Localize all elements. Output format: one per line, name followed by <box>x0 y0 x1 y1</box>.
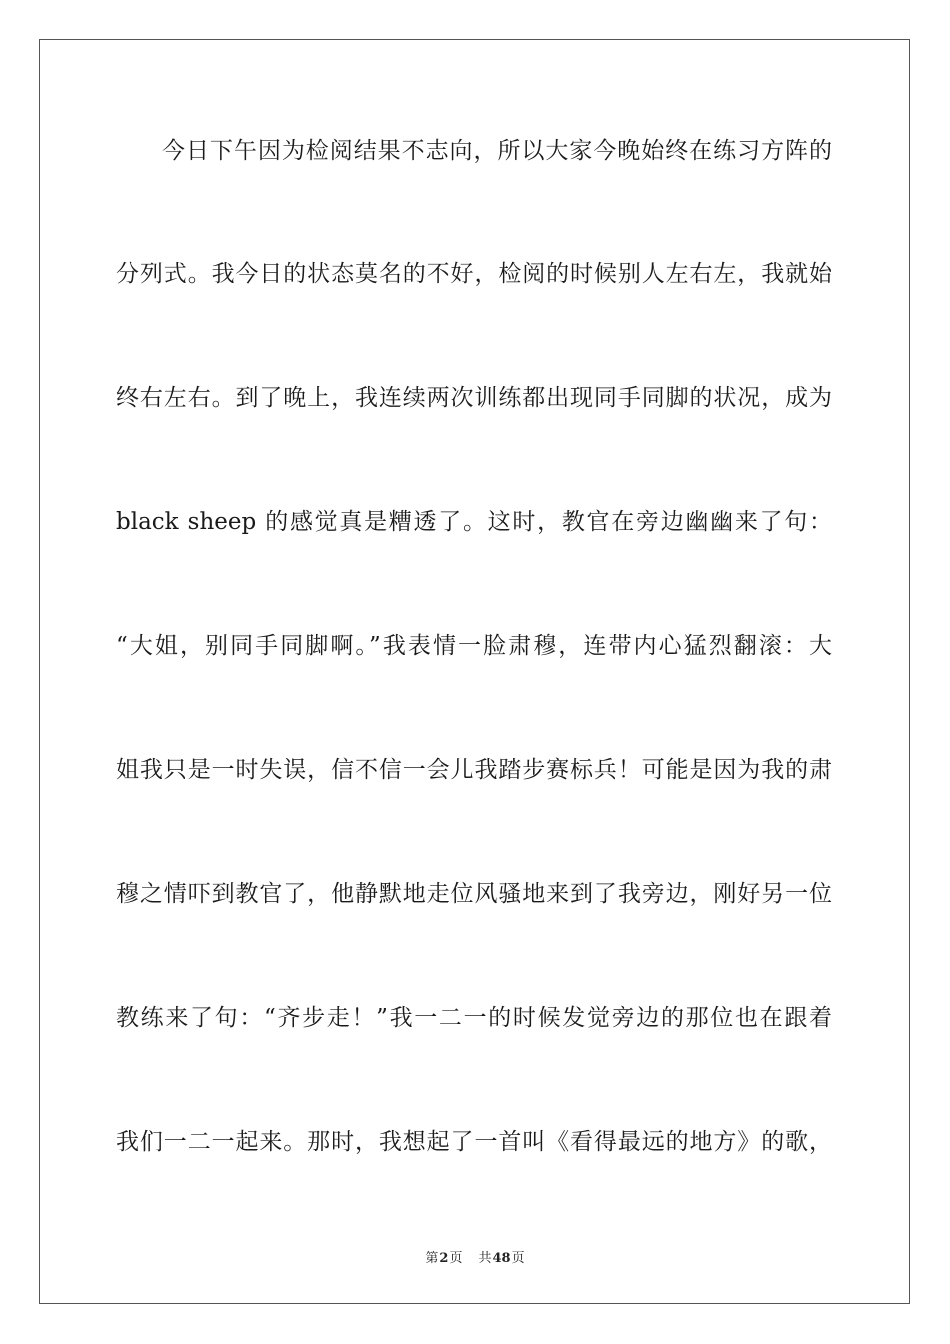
page-number: 2 <box>439 1251 449 1266</box>
paragraph-line: 教练来了句：“齐步走！”我一二一的时候发觉旁边的那位也在跟着 <box>116 1005 832 1031</box>
paragraph-line: 今日下午因为检阅结果不志向，所以大家今晚始终在练习方阵的 <box>162 138 832 164</box>
paragraph-line: 终右左右。到了晚上，我连续两次训练都出现同手同脚的状况，成为 <box>116 385 832 411</box>
paragraph-line: “大姐，别同手同脚啊。”我表情一脸肃穆，连带内心猛烈翻滚：大 <box>116 633 832 659</box>
page-prefix: 第 <box>425 1251 439 1266</box>
paragraph-line: 姐我只是一时失误，信不信一会儿我踏步赛标兵！可能是因为我的肃 <box>116 757 832 783</box>
page-footer <box>0 1247 950 1266</box>
page-border <box>39 39 910 1304</box>
paragraph-line: black sheep 的感觉真是糟透了。这时，教官在旁边幽幽来了句： <box>116 509 832 535</box>
page-suffix: 页 <box>449 1251 463 1266</box>
total-suffix: 页 <box>511 1251 525 1266</box>
paragraph-line: 分列式。我今日的状态莫名的不好，检阅的时候别人左右左，我就始 <box>116 261 832 287</box>
paragraph-line: 我们一二一起来。那时，我想起了一首叫《看得最远的地方》的歌， <box>116 1129 832 1155</box>
total-pages: 48 <box>492 1251 511 1266</box>
total-prefix: 共 <box>478 1251 492 1266</box>
paragraph-line: 穆之情吓到教官了，他静默地走位风骚地来到了我旁边，刚好另一位 <box>116 881 832 907</box>
